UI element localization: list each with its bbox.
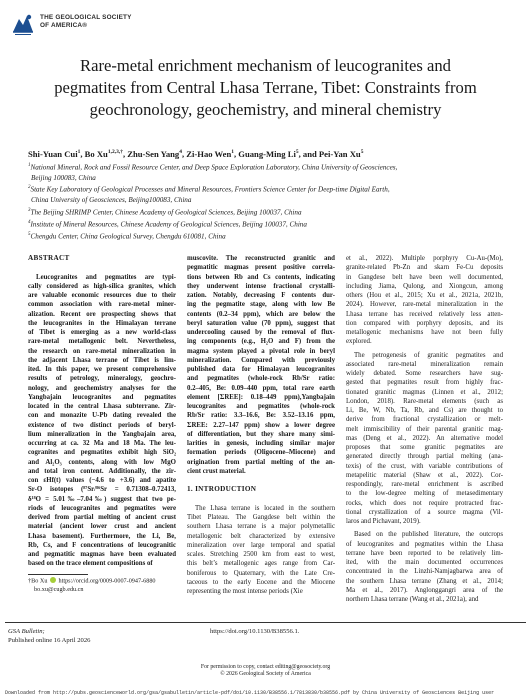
affiliation-text: The Beijing SHRIMP Center, Chinese Academy of Geological Sciences, Beijing 100037, China: [30, 208, 302, 217]
abstract-column-1: [28, 254, 176, 569]
text-line: cally considered as high-silica granites, which: [28, 282, 176, 290]
author-list: [28, 149, 363, 159]
text-line: of differentiation, but they share many simi-: [187, 430, 335, 438]
text-line: Rb, Cs, and F concentrations of leucogranitic: [28, 541, 176, 549]
text-line: ΣREE: 2.27–147 ppm) show a lower degree: [187, 421, 335, 429]
text-line: and total iron content. Additionally, the zir-: [28, 467, 176, 475]
text-line: associated rare-metal mineralization remain: [346, 360, 503, 368]
text-line: mas (Deng et al., 2022). An alternative model: [346, 434, 503, 442]
text-line: tion compared with porphyry deposits, and its: [346, 319, 503, 327]
author-separator: , and: [298, 149, 319, 159]
text-line: 2024). However, rare-metal mineralization in the: [346, 301, 503, 309]
text-line: magma system played a pivotal role in beryl: [187, 347, 335, 355]
affiliation-line: [28, 161, 397, 173]
affiliation-line: [28, 218, 397, 230]
copyright-line: © 2026 Geological Society of America: [220, 671, 311, 678]
author-affiliation-mark: 1: [231, 149, 234, 156]
text-line: London, 2018). Rare-metal elements (such as: [346, 397, 503, 405]
text-line: tional crystallization of a source magma (Vil-: [346, 508, 503, 516]
text-line: derive from fractional crystallization or melt-: [346, 416, 503, 424]
text-line: boniferous to Quaternary, with the Late Cre-: [187, 569, 335, 577]
text-line: located in the central Lhasa subterrane. Zir-: [28, 403, 176, 410]
text-line: Li, Be, W, Nb, Ta, Rb, and Cs) are thought to: [346, 407, 503, 414]
footnote-divider: [28, 574, 88, 575]
title-line: geochronology, geochemistry, and mineral chemistry: [89, 100, 442, 119]
article-title: [20, 55, 511, 121]
text-line: con εHf(t) values (−4.6 to +3.6) and apatite: [28, 477, 176, 484]
publication-date: Published online 16 April 2026: [8, 636, 91, 644]
text-line: results of petrology, mineralogy, geochro-: [28, 375, 176, 383]
text-line: southern Lhasa terrane is a major polymetallic: [187, 523, 335, 531]
affiliation-text: Institute of Mineral Resources, Chinese Academy of Geological Sciences, Beijing 100037, China: [30, 220, 307, 228]
corresponding-author-footnote: [28, 577, 156, 594]
text-line: ited. In this paper, we present comprehensive: [28, 366, 176, 373]
text-line: The petrogenesis of granitic pegmatites and: [354, 351, 503, 359]
text-line: Lhasa terrane has received relatively less atten-: [346, 310, 503, 318]
orcid-link[interactable]: https://orcid.org/0009-0007-0947-6880: [58, 577, 156, 585]
text-line: rare-metal metallogenic belt. Nevertheless,: [28, 338, 176, 346]
text-line: of Tibet is emerging as a new world-class: [28, 329, 176, 336]
text-line: The Lhasa terrane is located in the southern: [195, 504, 335, 512]
text-line: tions between Rb and Cs contents, indicating: [187, 273, 335, 281]
introduction-heading: 1. INTRODUCTION: [187, 485, 257, 494]
affiliation-line: [28, 195, 397, 206]
text-line: published data for Himalayan leucogranites: [187, 366, 335, 373]
text-line: the research on rare-metal mineralization in: [28, 347, 176, 355]
text-line: formation periods (Oligocene–Miocene) and: [187, 449, 335, 457]
abstract-text: [28, 273, 176, 569]
author-affiliation-mark: 1: [77, 149, 81, 156]
gsa-logo-icon: [10, 10, 36, 36]
affiliation-line: [28, 173, 397, 184]
download-banner: Downloaded from http://pubs.geoscienceworld.org/gsa/gsabulletin/article-pdf/doi/10.1130/B38556.1/7813830/b38556.pdf by China University of Geosciences Beijing user: [5, 690, 495, 696]
text-line: mineralization over large temporal and spatial: [187, 541, 335, 549]
text-line: representing the most intense periods (Xie: [187, 588, 303, 595]
journal-info: [8, 628, 90, 645]
publisher-logo: [10, 9, 132, 39]
affiliation-number: 5: [28, 231, 31, 237]
text-line: element [ΣREE]: 0.18–449 ppm),Yangbajain: [187, 393, 335, 401]
text-line: of leucogranites and pegmatites within the Lhasa: [346, 540, 503, 548]
affiliation-text: Chengdu Center, China Geological Survey, Chengdu 610081, China: [30, 231, 226, 240]
text-line: mineralization. Compared with previously: [187, 356, 335, 364]
text-line: northern Lhasa terrane (Wang et al., 2021a), and: [346, 596, 479, 603]
text-line: Tibet Plateau. The Gangdese belt within the: [187, 514, 335, 521]
author-separator: ,: [122, 149, 128, 159]
journal-name: GSA Bulletin;: [8, 628, 45, 635]
text-line: Ma et al., 2017). Anglonggangri area of the: [346, 586, 503, 594]
text-line: metallogenic belt characterized by extensive: [187, 532, 335, 540]
text-line: they underwent intense fractional crystalli-: [187, 282, 335, 290]
text-line: Rb/Sr ratio: 3.3–16.6, Be: 3.52–13.16 ppm,: [187, 412, 335, 420]
text-line: Based on the published literature, the outcrops: [354, 531, 503, 539]
author-name: Guang-Ming Li: [238, 149, 296, 159]
text-line: ing components (e.g., H₂O and F) from the: [187, 338, 335, 346]
author-affiliation-mark: 5: [360, 149, 364, 156]
text-line: rocks, which does not require protracted frac-: [346, 499, 503, 507]
author-affiliation-mark: 4: [179, 149, 182, 156]
affiliation-text: China University of Geosciences, Beijing100083, China: [31, 196, 192, 205]
text-line: generated directly through partial melting (ana-: [346, 453, 503, 461]
text-line: ited, with the main documented occurrences: [346, 559, 503, 566]
affiliation-number: 2: [28, 185, 31, 191]
text-line: and pegmatitic magmas have been evaluated: [28, 551, 176, 558]
text-line: Sr-O isotopes (⁸⁷Sr/⁸⁶Sr = 0.71308–0.72413,: [28, 486, 176, 494]
text-line: others (Hou et al., 2015; Xu et al., 2021a, 2021b,: [346, 292, 503, 299]
text-line: tionated granitic magmas (Linnen et al., 2012;: [346, 388, 503, 396]
author-separator: ,: [234, 149, 239, 159]
affiliation-line: [28, 230, 397, 242]
text-line: and Al₂O₃ contents, along with low MgO: [28, 458, 176, 466]
text-line: scales. Stretching 2500 km from east to west,: [187, 551, 335, 558]
text-line: origination from partial melting of the an-: [187, 458, 335, 466]
publisher-name-line1: THE GEOLOGICAL SOCIETY: [40, 14, 132, 21]
introduction-column-3: [346, 254, 503, 604]
introduction-paragraph: [346, 254, 503, 347]
text-line: zation. Notably, decreasing F contents dur-: [187, 292, 335, 299]
text-line: leucogranites and pegmatites (whole-rock: [187, 403, 335, 410]
text-line: con and monazite U-Pb dating revealed the: [28, 412, 176, 420]
affiliation-line: [28, 183, 397, 195]
footnote-author: †Bo Xu: [28, 577, 48, 585]
text-line: to the low-degree melting of metasedimentary: [346, 490, 503, 498]
text-line: terrane have been reported to be relatively lim-: [346, 549, 503, 557]
text-line: melt immiscibility of their parental granitic mag-: [346, 425, 503, 433]
text-line: δ¹⁸O = 5.01‰–7.04‰) suggest that two pe-: [28, 495, 176, 503]
text-line: cogranites and pegmatites exhibit high SiO₂: [28, 449, 176, 457]
title-line: Rare-metal enrichment mechanism of leucogranites and: [80, 56, 451, 75]
text-line: concentrated in the Linzhi-Namjagbarwa area of: [346, 568, 503, 576]
abstract-column-2: [187, 254, 335, 596]
text-line: derived from partial melting of ancient crust: [28, 514, 176, 521]
permissions-notice: [0, 664, 531, 679]
title-line: pegmatites from Central Lhasa Terrane, Tibet: Constraints from: [54, 78, 477, 97]
author-affiliation-mark: 1,2,3,†: [107, 149, 123, 156]
text-line: in Gangdese belt have been well documented,: [346, 273, 503, 281]
affiliation-list: [28, 161, 397, 241]
text-line: contents (0.2–34 ppm), which are below the: [187, 310, 335, 318]
text-line: metapelitic material (Shaw et al., 2022). Cor-: [346, 471, 503, 479]
text-line: nology, and geochemistry analyses for the: [28, 384, 176, 392]
text-line: explored.: [346, 338, 372, 346]
text-line: widely debated. Some researchers have sug-: [346, 370, 503, 377]
text-line: et al., 2022). Multiple porphyry Cu-Au-(Mo),: [346, 255, 503, 262]
author-affiliation-mark: 5: [295, 149, 299, 156]
text-line: laros and Pichavant, 2019).: [346, 518, 421, 525]
permissions-line: For permission to copy, contact editing@geosociety.org: [200, 664, 331, 670]
text-line: granite-related Pb-Zn and skarn Fe-Cu deposits: [346, 264, 503, 272]
text-line: existence of two distinct periods of beryl-: [28, 421, 176, 429]
author-separator: ,: [181, 149, 187, 159]
text-line: taceous to the early Eocene and the Miocene: [187, 578, 335, 586]
author-name: Zi-Hao Wen: [186, 149, 232, 159]
text-line: cient crust material.: [187, 467, 246, 475]
footer-divider: [5, 622, 526, 623]
author-name: Shi-Yuan Cui: [28, 149, 78, 159]
text-line: and pegmatites (whole-rock Rb/Sr ratio:: [187, 375, 335, 383]
author-name: Zhu-Sen Yang: [127, 149, 180, 159]
introduction-paragraph: [346, 530, 503, 604]
affiliation-number: 4: [28, 219, 31, 225]
publisher-name-line2: OF AMERICA®: [40, 22, 88, 29]
author-separator: ,: [80, 149, 85, 159]
text-line: this belt’s metallogenic ages range from Car-: [187, 560, 335, 568]
affiliation-text: National Mineral, Rock and Fossil Resource Center, and Deep Space Exploration Laboratory, China University of Geosciences,: [30, 163, 398, 172]
author-email[interactable]: bo.xu@cugb.edu.cn: [34, 585, 84, 593]
text-line: texis) of the crust, with variable contributions of: [346, 462, 503, 470]
text-line: respondingly, rare-metal enrichment is ascribed: [346, 481, 503, 488]
text-line: the leucogranites in the Himalayan terrane: [28, 319, 176, 327]
text-line: riods of leucogranites and pegmatites were: [28, 504, 176, 512]
text-line: occurring at ca. 32 Ma and 18 Ma. The leu-: [28, 440, 176, 447]
text-line: the southern Lhasa terrane (Zhang et al., 2014;: [346, 577, 503, 585]
text-line: Leucogranites and pegmatites are typi-: [36, 273, 176, 281]
text-line: Lhasa basement). Furthermore, the Li, Be,: [28, 532, 176, 540]
orcid-icon[interactable]: [50, 577, 56, 583]
text-line: based on the trace element compositions of: [28, 560, 153, 568]
affiliation-line: [28, 206, 397, 218]
abstract-heading: ABSTRACT: [28, 254, 70, 262]
text-line: common association with rare-metal miner-: [28, 301, 176, 309]
introduction-text: [187, 504, 335, 597]
text-line: beryl saturation value (70 ppm), suggest that: [187, 319, 335, 327]
text-line: muscovite. The reconstructed granitic and: [187, 255, 335, 262]
text-line: ing the pegmatite stage, along with low Be: [187, 301, 335, 309]
doi-link[interactable]: https://doi.org/10.1130/B38556.1.: [210, 628, 300, 635]
text-line: pegmatitic magmas present positive correla-: [187, 264, 335, 272]
text-line: undercooling caused by the removal of flux-: [187, 329, 335, 336]
text-line: are valuable economic resources due to their: [28, 292, 176, 299]
text-line: metallogenic mechanisms have not been fully: [346, 329, 503, 336]
text-line: alization. Recent ore prospecting shows that: [28, 310, 176, 318]
text-line: the adjacent Lhasa terrane of Tibet is lim-: [28, 356, 176, 364]
text-line: Yangbajain leucogranites and pegmatites: [28, 393, 176, 401]
affiliation-text: State Key Laboratory of Geological Processes and Mineral Resources, Frontiers Science Center for Deep-time Digital Earth,: [30, 185, 390, 194]
affiliation-text: Beijing 100083, China: [31, 173, 96, 182]
text-line: larities in genesis, including similar major: [187, 440, 335, 447]
affiliation-number: 3: [28, 207, 31, 213]
introduction-paragraph: [346, 351, 503, 527]
text-line: proposes that some granitic pegmatites are: [346, 444, 503, 451]
abstract-text-continued: [187, 254, 335, 476]
text-line: 0.2–405, Be: 0.09–440 ppm, total rare earth: [187, 384, 335, 392]
author-name: Bo Xu: [84, 149, 108, 159]
text-line: gested that pegmatites result from highly frac-: [346, 379, 503, 387]
text-line: lium mineralization in the Yangbajain area,: [28, 430, 176, 438]
author-name: Pei-Yan Xu: [318, 149, 361, 159]
text-line: including Jiama, Qulong, and Xiongcun, among: [346, 282, 503, 290]
affiliation-number: 1: [28, 163, 31, 168]
text-line: material (ancient lower crust and ancient: [28, 523, 176, 531]
